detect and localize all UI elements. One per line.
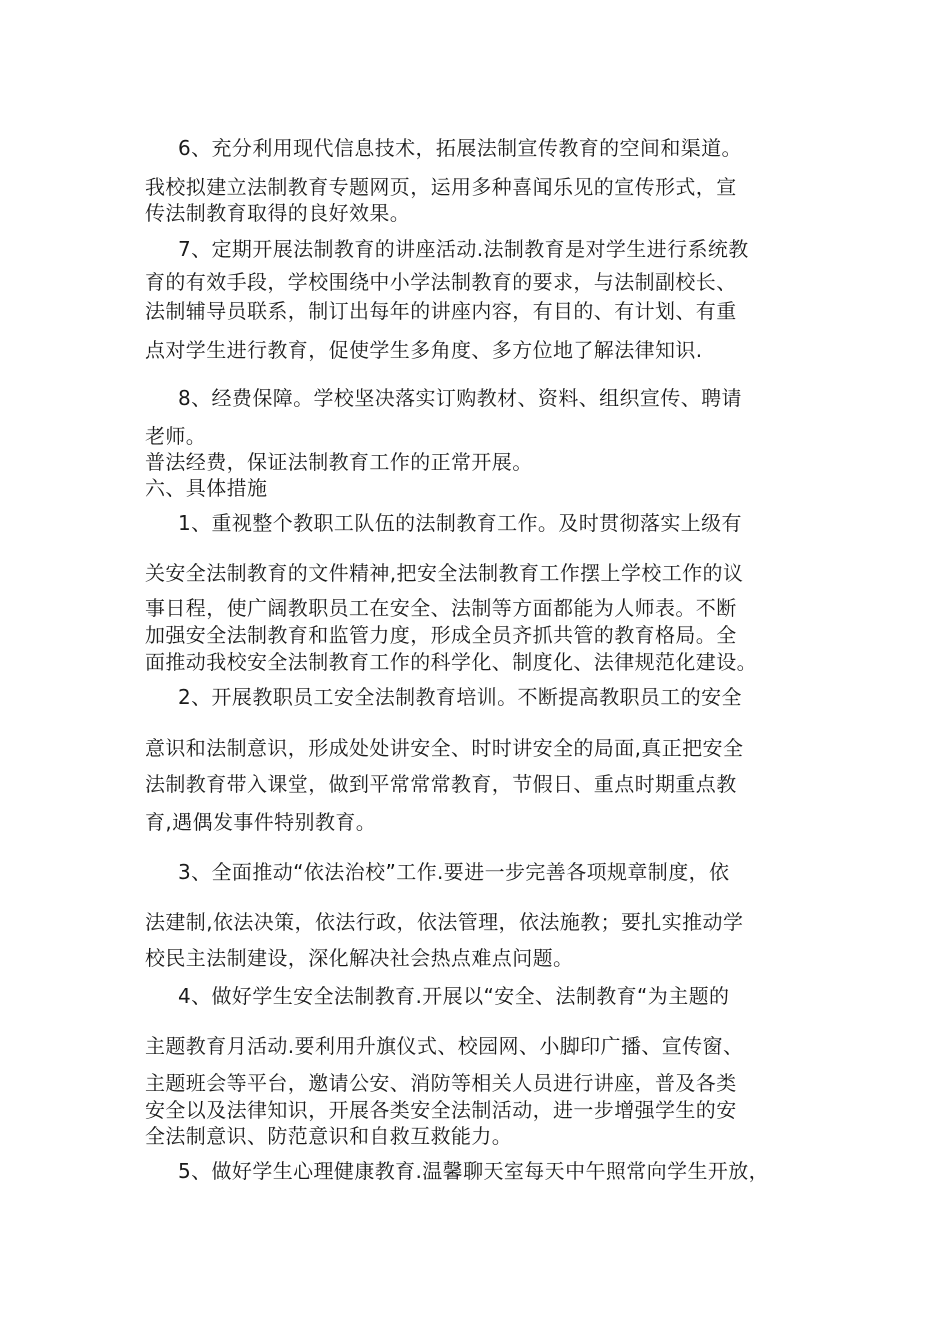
measure-2-line-3: 法制教育带入课堂，做到平常常常教育，节假日、重点时期重点教 [145, 772, 737, 796]
measure-2-line-2: 意识和法制意识，形成处处讲安全、时时讲安全的局面,真正把安全 [145, 736, 744, 760]
section-heading: 六、具体措施 [145, 476, 268, 500]
measure-4-line-3: 主题班会等平台，邀请公安、消防等相关人员进行讲座，普及各类 [145, 1071, 737, 1095]
measure-3-line-2: 法建制,依法决策，依法行政，依法管理，依法施教；要扎实推动学 [145, 910, 744, 934]
paragraph-7-line-2: 育的有效手段，学校围绕中小学法制教育的要求，与法制副校长、 [145, 270, 737, 294]
measure-3-line-1: 3、全面推动“依法治校”工作.要进一步完善各项规章制度，依 [178, 860, 730, 884]
measure-4-line-1: 4、做好学生安全法制教育.开展以“安全、法制教育“为主题的 [178, 984, 730, 1008]
measure-3-line-3: 校民主法制建设，深化解决社会热点难点问题。 [145, 946, 574, 970]
paragraph-8-line-1: 8、经费保障。学校坚决落实订购教材、资料、组织宣传、聘请 [178, 386, 742, 410]
measure-4-line-5: 全法制意识、防范意识和自救互救能力。 [145, 1124, 513, 1148]
paragraph-6-line-2: 我校拟建立法制教育专题网页，运用多种喜闻乐见的宣传形式，宣 [145, 175, 737, 199]
paragraph-7-line-4: 点对学生进行教育，促使学生多角度、多方位地了解法律知识. [145, 338, 703, 362]
measure-4-line-2: 主题教育月活动.要利用升旗仪式、校园网、小脚印广播、宣传窗、 [145, 1034, 744, 1058]
measure-1-line-3: 事日程，使广阔教职员工在安全、法制等方面都能为人师表。不断 [145, 596, 737, 620]
paragraph-6-line-3: 传法制教育取得的良好效果。 [145, 201, 411, 225]
measure-4-line-4: 安全以及法律知识，开展各类安全法制活动，进一步增强学生的安 [145, 1098, 737, 1122]
paragraph-6-line-1: 6、充分利用现代信息技术，拓展法制宣传教育的空间和渠道。 [178, 136, 742, 160]
paragraph-8-line-2: 老师。 [145, 424, 207, 448]
measure-1-line-2: 关安全法制教育的文件精神,把安全法制教育工作摆上学校工作的议 [145, 561, 744, 585]
paragraph-8-line-3: 普法经费，保证法制教育工作的正常开展。 [145, 450, 533, 474]
measure-2-line-1: 2、开展教职员工安全法制教育培训。不断提高教职员工的安全 [178, 685, 742, 709]
measure-5-line-1: 5、做好学生心理健康教育.温馨聊天室每天中午照常向学生开放， [178, 1159, 770, 1183]
measure-1-line-5: 面推动我校安全法制教育工作的科学化、制度化、法律规范化建设。 [145, 650, 757, 674]
paragraph-7-line-3: 法制辅导员联系，制订出每年的讲座内容，有目的、有计划、有重 [145, 299, 737, 323]
measure-1-line-1: 1、重视整个教职工队伍的法制教育工作。及时贯彻落实上级有 [178, 511, 742, 535]
paragraph-7-line-1: 7、定期开展法制教育的讲座活动.法制教育是对学生进行系统教 [178, 237, 749, 261]
measure-1-line-4: 加强安全法制教育和监管力度，形成全员齐抓共管的教育格局。全 [145, 623, 737, 647]
measure-2-line-4: 育,遇偶发事件特别教育。 [145, 810, 377, 834]
